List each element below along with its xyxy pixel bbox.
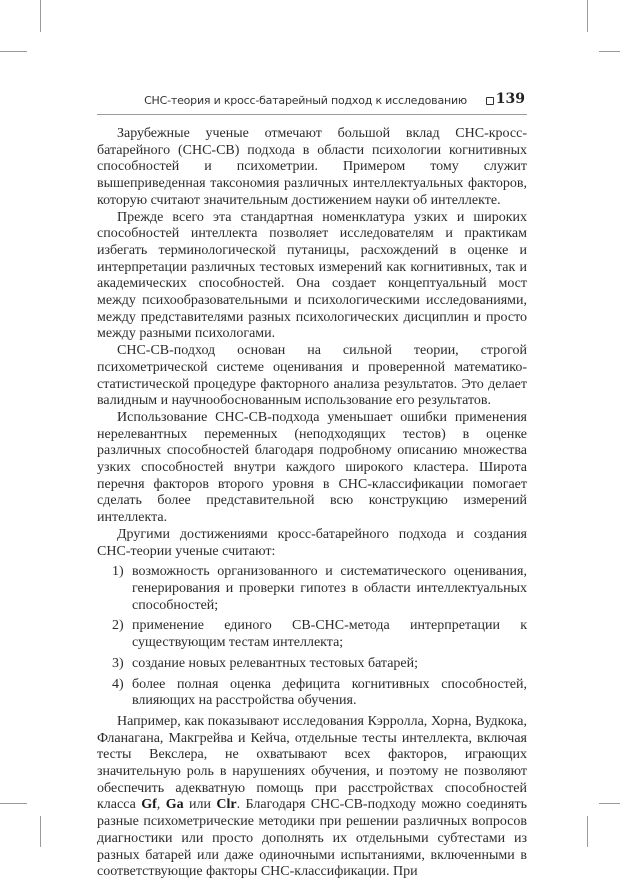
list-item-number: 1): [112, 564, 124, 580]
text-run: Например, как показывают исследования Кэрролла, Хорна, Вудкока, Фланагана, Макгрейва и Кейча, отдельные тесты интеллекта, включая тесты Векслера, не охватывают всех факторов, играющих значительную роль в нарушениях обучения, и поэтому не позволяют обеспечить адекватную помощь при расстройствах способностей класса: [97, 713, 527, 813]
list-item: [112, 564, 527, 614]
achievements-list: [97, 564, 527, 710]
list-item-text: возможность организованного и систематического оценивания, генерирования и проверки гипотез в области интеллектуальных способностей;: [132, 564, 527, 613]
term-clr: Clr: [216, 797, 237, 813]
term-gf: Gf: [141, 797, 157, 813]
page-body: [97, 126, 527, 881]
list-item: [112, 655, 527, 673]
running-header: [97, 92, 527, 115]
page-number: 139: [495, 91, 525, 107]
list-item-number: 2): [112, 618, 124, 634]
crop-mark-top-left-vertical: [40, 0, 41, 32]
paragraph: Прежде всего эта стандартная номенклатура узких и широких способностей интеллекта позволяет исследователям и практикам избегать терминологической путаницы, расхождений в оценке и интерпретации различных тестовых измерений как когнитивных, так и академических способностей. Она создает концептуальный мост между психообразовательными и психологическими исследованиями, между представителями разных психологических дисциплин и просто между разными психологами.: [97, 209, 527, 342]
term-ga: Ga: [165, 797, 184, 813]
paragraph-final: [97, 714, 527, 881]
text-run: . Благодаря CHC-CB-подходу можно соединять разные психометрические методики при решении различных вопросов диагностики или просто дополнять их отдельными субтестами из разных батарей или даже одиночными испытаниями, включенными в соответствующие факторы CHC-классификации. При: [97, 797, 527, 880]
crop-mark-top-right-horizontal: [599, 51, 620, 52]
crop-mark-bottom-left-horizontal: [0, 803, 27, 804]
text-run: или: [183, 797, 217, 813]
list-item: [112, 618, 527, 651]
crop-mark-bottom-left-vertical: [40, 816, 41, 847]
paragraph: Другими достижениями кросс-батарейного подхода и создания CHC-теории ученые считают:: [97, 526, 527, 559]
square-bullet-icon: [486, 97, 494, 105]
list-item-text: создание новых релевантных тестовых батарей;: [132, 655, 419, 671]
text-run: ,: [156, 797, 166, 813]
list-item-number: 3): [112, 655, 124, 671]
crop-mark-bottom-right-horizontal: [599, 803, 620, 804]
list-item-text: применение единого CB-CHC-метода интерпретации к существующим тестам интеллекта;: [132, 618, 527, 651]
paragraph: Зарубежные ученые отмечают большой вклад CHC-кросс-батарейного (CHC-CB) подхода в области психологии когнитивных способностей и психометрии. Примером тому служит вышеприведенная таксономия различных интеллектуальных факторов, которую считают значительным достижением науки об интеллекте.: [97, 126, 527, 208]
crop-mark-top-left-horizontal: [0, 51, 27, 52]
paragraph: Использование CHC-CB-подхода уменьшает ошибки применения нерелевантных переменных (неподходящих тестов) в оценке различных способностей благодаря подробному описанию множества узких способностей внутри каждого широкого кластера. Широта перечня факторов второго уровня в CHC-классификации помогает сделать более представительной всю конструкцию измерений интеллекта.: [97, 409, 527, 526]
crop-mark-bottom-right-vertical: [587, 816, 588, 847]
list-item: [112, 676, 527, 710]
crop-mark-top-right-vertical: [587, 0, 588, 32]
paragraph: CHC-CB-подход основан на сильной теории, строгой психометрической системе оценивания и проверенной математико-статистической процедуре факторного анализа результатов. Это делает валидным и научнообоснованным использование его результатов.: [97, 343, 527, 409]
list-item-number: 4): [112, 676, 124, 692]
list-item-text: более полная оценка дефицита когнитивных способностей, влияющих на расстройства обучения.: [132, 676, 527, 709]
running-title: CHC-теория и кросс-батарейный подход к исследованию: [144, 94, 467, 107]
